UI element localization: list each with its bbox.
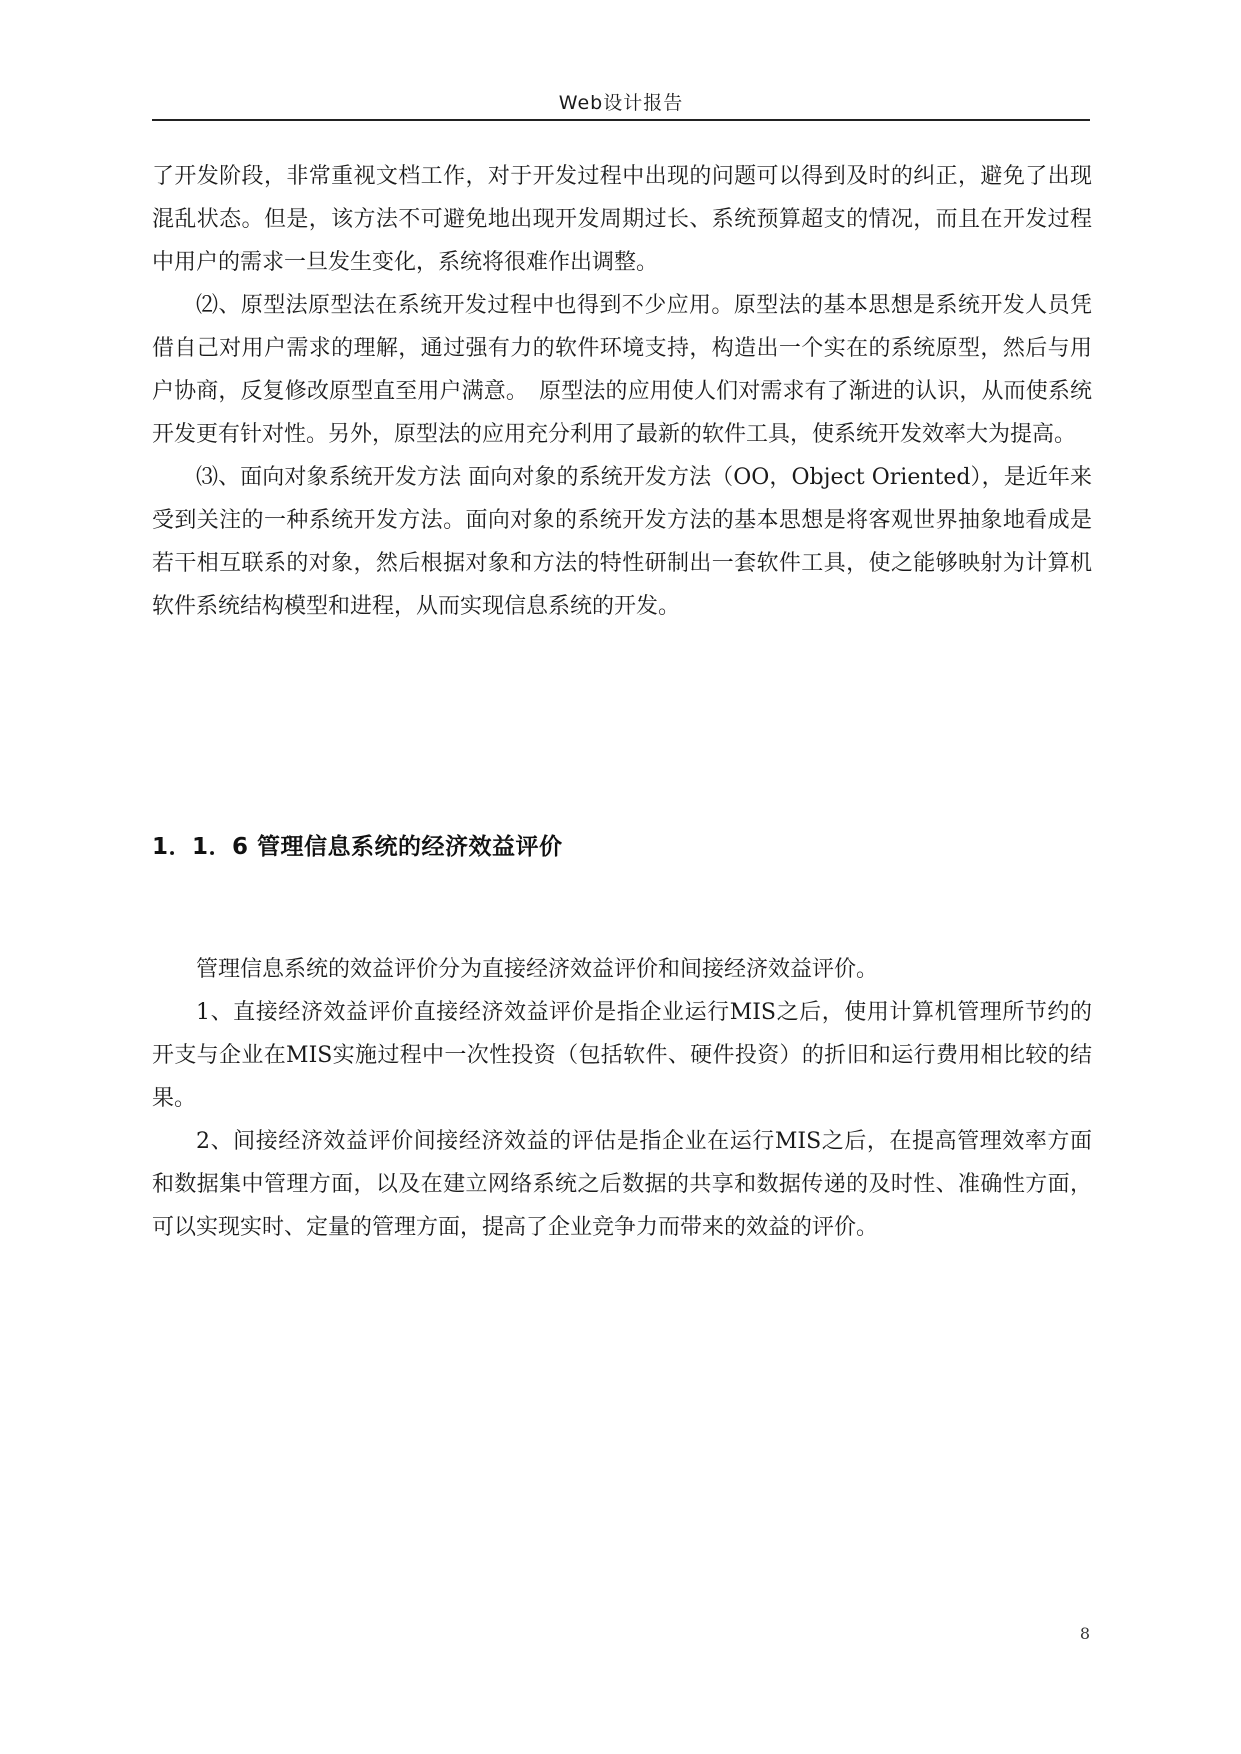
running-header: Web设计报告 [558,92,684,114]
paragraph-prototype-method: ⑵、原型法原型法在系统开发过程中也得到不少应用。原型法的基本思想是系统开发人员凭借自己对用户需求的理解，通过强有力的软件环境支持，构造出一个实在的系统原型，然后与用户协商，反复修改原型直至用户满意。 原型法的应用使人们对需求有了渐进的认识，从而使系统开发更有针对性。另外，原型法的应用充分利用了最新的软件工具，使系统开发效率大为提高。 [152,293,1092,447]
paragraph-indirect-benefit: 2、间接经济效益评价间接经济效益的评估是指企业在运行MIS之后，在提高管理效率方面和数据集中管理方面，以及在建立网络系统之后数据的共享和数据传递的及时性、准确性方面，可以实现实时、定量的管理方面，提高了企业竞争力而带来的效益的评价。 [152,1129,1092,1240]
paragraph-object-oriented-method: ⑶、面向对象系统开发方法 面向对象的系统开发方法（OO，Object Oriented），是近年来受到关注的一种系统开发方法。面向对象的系统开发方法的基本思想是将客观世界抽象地看成是若干相互联系的对象，然后根据对象和方法的特性研制出一套软件工具，使之能够映射为计算机软件系统结构模型和进程，从而实现信息系统的开发。 [152,465,1092,619]
paragraph-direct-benefit: 1、直接经济效益评价直接经济效益评价是指企业运行MIS之后，使用计算机管理所节约的开支与企业在MIS实施过程中一次性投资（包括软件、硬件投资）的折旧和运行费用相比较的结果。 [152,1000,1092,1111]
header-divider [152,119,1090,121]
paragraph-continuation: 了开发阶段，非常重视文档工作，对于开发过程中出现的问题可以得到及时的纠正，避免了出现混乱状态。但是，该方法不可避免地出现开发周期过长、系统预算超支的情况，而且在开发过程中用户的需求一旦发生变化，系统将很难作出调整。 [152,164,1092,275]
body-section-top [152,155,1092,628]
paragraph-evaluation-intro: 管理信息系统的效益评价分为直接经济效益评价和间接经济效益评价。 [196,957,879,982]
body-section-bottom [152,948,1092,1249]
section-heading: 1．1．6 管理信息系统的经济效益评价 [152,834,563,860]
page-number: 8 [1079,1624,1090,1643]
